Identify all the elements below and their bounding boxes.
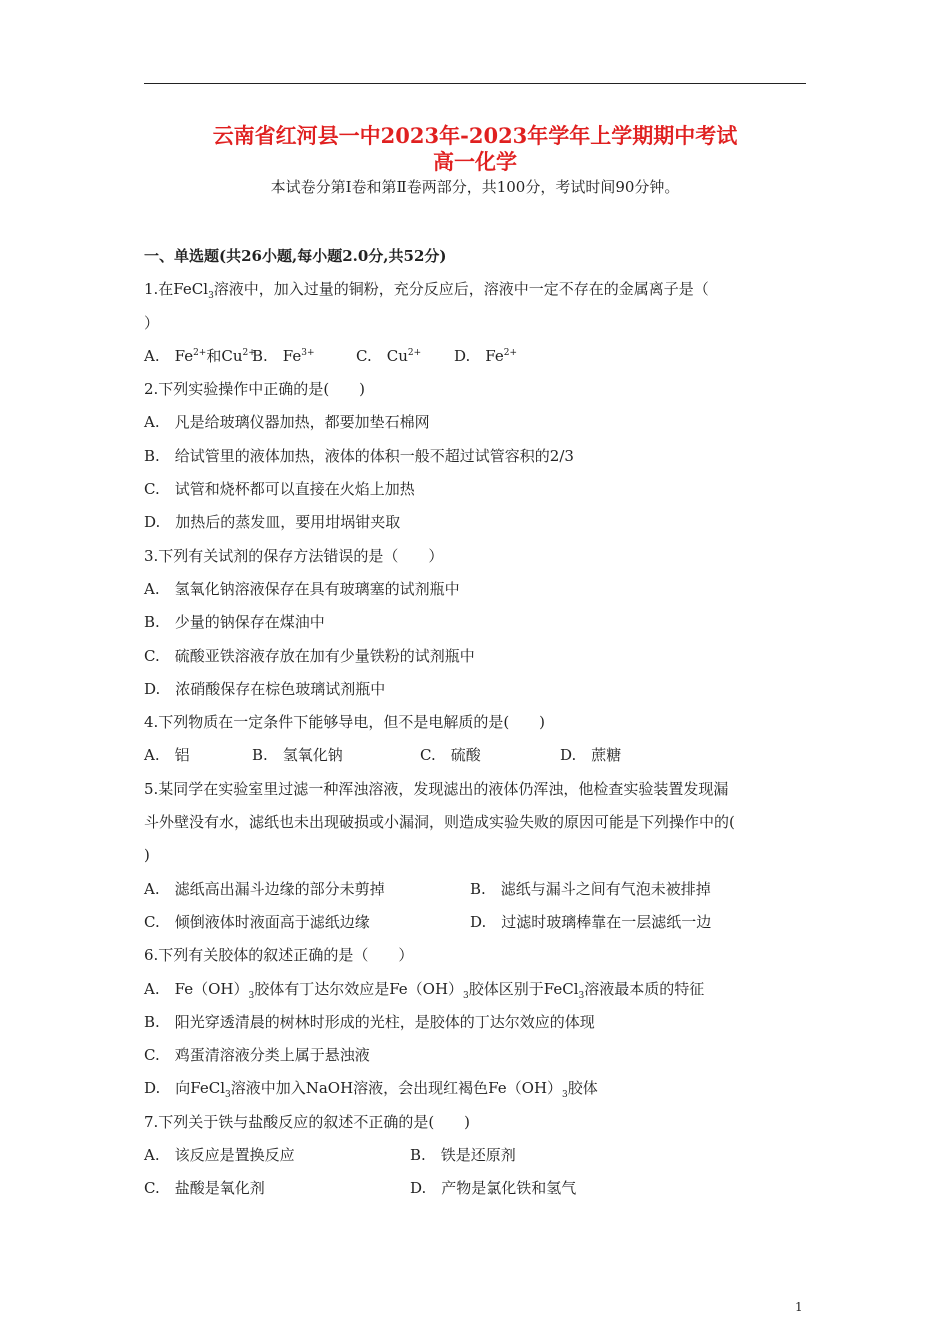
subject-title: 高一化学 — [433, 149, 517, 174]
question-7-options-row1 — [144, 1139, 806, 1172]
option-b[interactable]: B. 氢氧化钠 — [252, 746, 343, 765]
section-heading: 一、单选题(共26小题,每小题2.0分,共52分) — [144, 247, 447, 265]
question-3-option-c[interactable]: C. 硫酸亚铁溶液存放在加有少量铁粉的试剂瓶中 — [144, 646, 475, 665]
option-b[interactable]: B. 铁是还原剂 — [410, 1146, 516, 1165]
exam-intro: 本试卷分第Ⅰ卷和第Ⅱ卷两部分，共100分，考试时间90分钟。 — [270, 178, 680, 196]
question-1-stem-cont: ） — [144, 313, 160, 332]
option-c[interactable]: C. 倾倒液体时液面高于滤纸边缘 — [144, 912, 370, 931]
question-7-stem: 7.下列关于铁与盐酸反应的叙述不正确的是( ) — [144, 1112, 471, 1131]
question-1-options — [144, 340, 806, 373]
header-rule — [144, 83, 806, 84]
question-7-options-row2 — [144, 1172, 806, 1205]
option-a[interactable]: A. 该反应是置换反应 — [144, 1146, 295, 1165]
option-c[interactable]: C. 硫酸 — [420, 746, 481, 765]
option-d[interactable]: D. 蔗糖 — [560, 746, 622, 765]
question-2-stem: 2.下列实验操作中正确的是( ) — [144, 380, 366, 399]
question-1-stem: 1.在FeCl$_3$溶液中，加入过量的铜粉，充分反应后，溶液中一定不存在的金属离子是（ — [144, 280, 709, 302]
question-3-option-b[interactable]: B. 少量的钠保存在煤油中 — [144, 613, 325, 632]
option-c[interactable]: C. $Cu^{2+}$ — [356, 346, 422, 365]
question-5-stem-end: ) — [144, 846, 150, 865]
question-4-options — [144, 739, 806, 772]
option-a[interactable]: A. $Fe^{2+}$和$Cu^{2+}$ — [144, 346, 256, 365]
question-3-option-a[interactable]: A. 氢氧化钠溶液保存在具有玻璃塞的试剂瓶中 — [144, 579, 460, 598]
option-a[interactable]: A. 滤纸高出漏斗边缘的部分未剪掉 — [144, 879, 385, 898]
question-2-option-d[interactable]: D. 加热后的蒸发皿，要用坩埚钳夹取 — [144, 513, 401, 532]
question-6-option-c[interactable]: C. 鸡蛋清溶液分类上属于悬浊液 — [144, 1046, 370, 1065]
question-2-option-a[interactable]: A. 凡是给玻璃仪器加热，都要加垫石棉网 — [144, 413, 430, 432]
option-b[interactable]: B. $Fe^{3+}$ — [252, 346, 315, 365]
page-number: 1 — [795, 1300, 803, 1314]
question-4-stem: 4.下列物质在一定条件下能够导电，但不是电解质的是( ) — [144, 713, 546, 732]
question-6-stem: 6.下列有关胶体的叙述正确的是（ ） — [144, 946, 414, 965]
question-2-option-b[interactable]: B. 给试管里的液体加热，液体的体积一般不超过试管容积的2/3 — [144, 446, 574, 465]
question-6-option-a[interactable]: A. $Fe(OH)_3$胶体有丁达尔效应是$Fe(OH)_3$胶体区别于FeCl$_3$溶液最本质的特征 — [144, 979, 705, 1001]
exam-body — [144, 240, 806, 1206]
question-5-options-row2 — [144, 906, 806, 939]
exam-title: 云南省红河县一中2023年-2023年学年上学期期中考试 — [212, 123, 738, 148]
option-d[interactable]: D. 过滤时玻璃棒靠在一层滤纸一边 — [470, 912, 712, 931]
question-5-options-row1 — [144, 873, 806, 906]
question-6-option-b[interactable]: B. 阳光穿透清晨的树林时形成的光柱，是胶体的丁达尔效应的体现 — [144, 1012, 595, 1031]
question-6-option-d[interactable]: D. 向FeCl$_3$溶液中加入NaOH溶液，会出现红褐色$Fe(OH)_3$胶体 — [144, 1079, 598, 1101]
question-5-stem: 5.某同学在实验室里过滤一种浑浊溶液，发现滤出的液体仍浑浊，他检查实验装置发现漏 — [144, 779, 729, 798]
question-2-option-c[interactable]: C. 试管和烧杯都可以直接在火焰上加热 — [144, 480, 415, 499]
option-b[interactable]: B. 滤纸与漏斗之间有气泡未被排掉 — [470, 879, 711, 898]
question-5-stem-cont: 斗外壁没有水，滤纸也未出现破损或小漏洞，则造成实验失败的原因可能是下列操作中的( — [144, 813, 735, 832]
option-a[interactable]: A. 铝 — [144, 746, 190, 765]
option-d[interactable]: D. $Fe^{2+}$ — [454, 346, 518, 365]
option-d[interactable]: D. 产物是氯化铁和氢气 — [410, 1179, 577, 1198]
question-3-option-d[interactable]: D. 浓硝酸保存在棕色玻璃试剂瓶中 — [144, 679, 386, 698]
question-3-stem: 3.下列有关试剂的保存方法错误的是（ ） — [144, 546, 444, 565]
option-c[interactable]: C. 盐酸是氧化剂 — [144, 1179, 265, 1198]
